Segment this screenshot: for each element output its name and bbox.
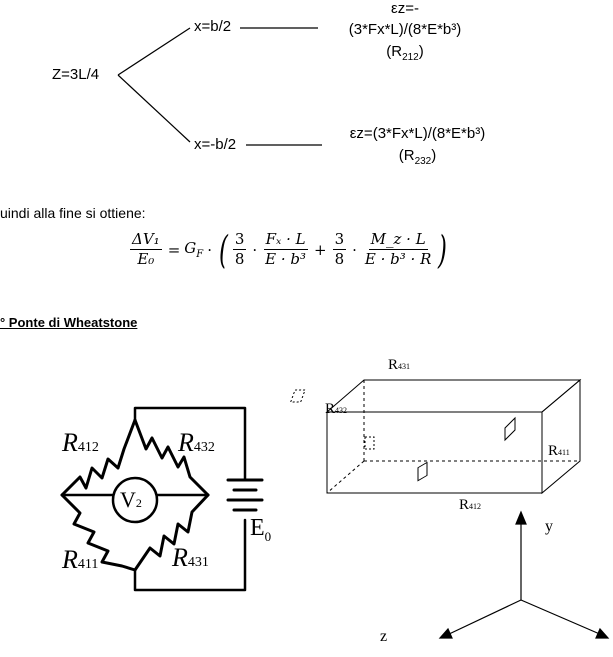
beam-label-r431: R431 <box>388 357 411 373</box>
conclusion-text: uindi alla fine si ottiene: <box>0 205 146 221</box>
term2-numerator: M_z · L <box>370 230 426 248</box>
lhs-denominator: E₀ <box>137 250 155 268</box>
result-equation <box>128 227 450 272</box>
coordinate-axes <box>440 512 608 638</box>
x-axis-line <box>521 600 602 635</box>
gauge-411 <box>505 418 515 440</box>
z-axis-label: z <box>380 628 388 645</box>
coef2-denominator: 8 <box>334 250 345 268</box>
coef1-denominator: 8 <box>234 250 245 268</box>
plus-sign: + <box>314 240 327 259</box>
upper-epsilon-line1: εz=- <box>391 0 419 17</box>
lhs-fraction <box>130 230 162 269</box>
lhs-numerator: ΔV₁ <box>132 230 160 248</box>
lower-branch-line <box>118 75 190 142</box>
z-axis-arrowhead <box>440 629 452 638</box>
x-axis-arrowhead <box>596 629 608 638</box>
lower-epsilon-line1: εz=(3*Fx*L)/(8*E*b³) <box>349 125 486 142</box>
beam-top-face <box>327 380 580 412</box>
beam-label-r412: R412 <box>459 497 482 513</box>
dot-operator-3: · <box>352 240 357 259</box>
term2-fraction <box>363 230 433 269</box>
dot-operator: · <box>207 240 212 259</box>
beam-right-face <box>542 380 580 493</box>
bridge-label-r432: R432 <box>178 428 215 457</box>
beam-label-r411: R411 <box>548 443 570 459</box>
coef2-fraction <box>333 230 347 269</box>
term1-numerator: Fₓ · L <box>265 230 306 248</box>
upper-epsilon-line2: (3*Fx*L)/(8*E*b³) <box>348 21 462 38</box>
term1-fraction <box>263 230 308 269</box>
gauge-factor: $G_F$ <box>184 239 204 260</box>
coef2-numerator: 3 <box>334 230 345 248</box>
section-heading: ° Ponte di Wheatstone <box>0 315 138 330</box>
coef1-numerator: 3 <box>234 230 245 248</box>
bridge-label-r431: R431 <box>172 543 209 572</box>
gauge-412 <box>418 462 427 480</box>
right-paren: ) <box>438 227 448 272</box>
coef1-fraction <box>233 230 247 269</box>
upper-resistor-label: $(R_{212})$ <box>386 43 424 63</box>
lower-resistor-label: $(R_{232})$ <box>398 147 437 167</box>
source-label: $E_0$ <box>250 515 272 544</box>
beam-hidden-edge-diagonal <box>327 461 364 493</box>
lower-branch-label: x=-b/2 <box>194 136 237 153</box>
left-paren: ( <box>218 227 228 272</box>
term2-denominator: E · b³ · R <box>364 250 432 268</box>
voltmeter-label: V2 <box>120 487 142 512</box>
bridge-label-r412: R412 <box>62 428 99 457</box>
tree-branches <box>118 28 322 145</box>
dot-operator-2: · <box>252 240 258 259</box>
bridge-label-r411: R411 <box>62 545 99 574</box>
beam-drawing <box>291 380 580 493</box>
tree-root-label: Z=3L/4 <box>52 66 100 83</box>
beam-label-r432: R432 <box>325 401 348 417</box>
y-axis-arrowhead <box>516 512 526 524</box>
gauge-431 <box>291 390 305 402</box>
beam-front-face <box>327 412 542 493</box>
upper-branch-label: x=b/2 <box>194 18 232 35</box>
y-axis-label: y <box>545 518 553 535</box>
equals-sign: = <box>167 240 181 259</box>
upper-branch-line <box>118 28 190 75</box>
z-axis-line <box>447 600 521 635</box>
gauge-432 <box>365 437 374 449</box>
term1-denominator: E · b³ <box>265 250 307 268</box>
